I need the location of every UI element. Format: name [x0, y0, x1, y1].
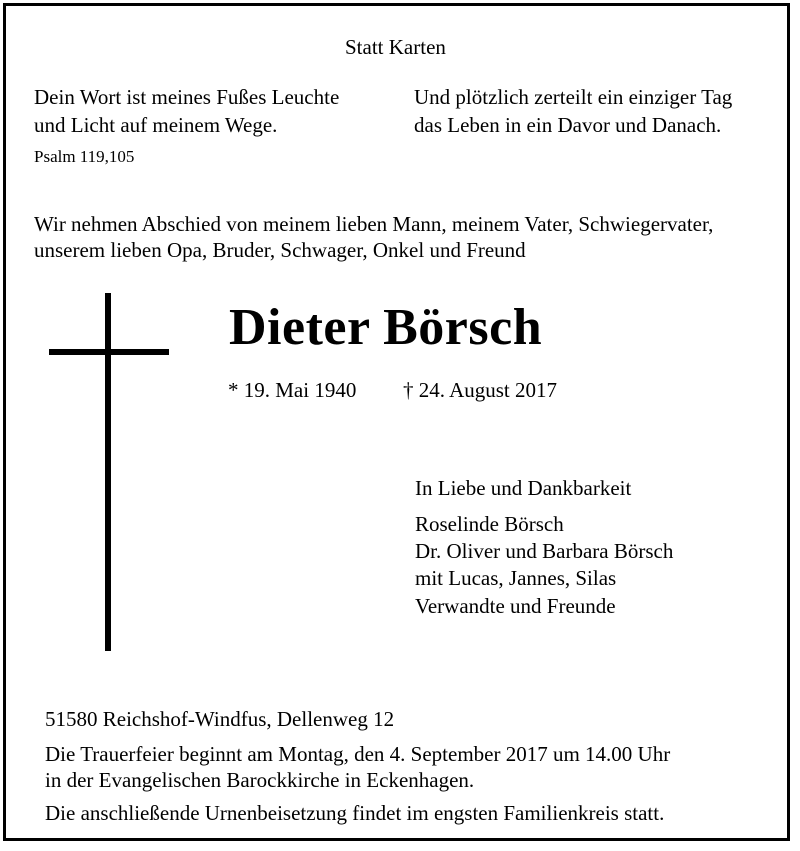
mourner-name: Roselinde Börsch: [415, 512, 564, 536]
family-address: 51580 Reichshof-Windfus, Dellenweg 12: [45, 707, 395, 731]
quote-left-source: Psalm 119,105: [34, 147, 135, 166]
quote-right-line-2: das Leben in ein Davor und Danach.: [414, 113, 722, 137]
mourner-name: mit Lucas, Jannes, Silas: [415, 566, 617, 590]
quote-left-line-2: und Licht auf meinem Wege.: [34, 113, 278, 137]
ceremony-line-1: Die Trauerfeier beginnt am Montag, den 4. September 2017 um 14.00 Uhr: [45, 742, 671, 766]
header-title: Statt Karten: [345, 35, 446, 59]
intro-line-1: Wir nehmen Abschied von meinem lieben Mann, meinem Vater, Schwiegervater,: [34, 212, 714, 236]
mourner-name: Verwandte und Freunde: [415, 594, 616, 618]
mourner-name: Dr. Oliver und Barbara Börsch: [415, 539, 674, 563]
latin-cross-icon: [49, 349, 169, 355]
deceased-name: Dieter Börsch: [229, 299, 543, 356]
ceremony-line-2: in der Evangelischen Barockkirche in Eckenhagen.: [45, 768, 475, 792]
quote-left-line-1: Dein Wort ist meines Fußes Leuchte: [34, 85, 340, 109]
quote-right-line-1: Und plötzlich zerteilt ein einziger Tag: [414, 85, 733, 109]
burial-note: Die anschließende Urnenbeisetzung findet im engsten Familienkreis statt.: [45, 801, 665, 825]
birth-date: * 19. Mai 1940: [228, 378, 357, 402]
mourners-heading: In Liebe und Dankbarkeit: [415, 476, 632, 500]
latin-cross-icon: [105, 293, 111, 651]
death-date: † 24. August 2017: [403, 378, 558, 402]
intro-line-2: unserem lieben Opa, Bruder, Schwager, Onkel und Freund: [34, 238, 526, 262]
